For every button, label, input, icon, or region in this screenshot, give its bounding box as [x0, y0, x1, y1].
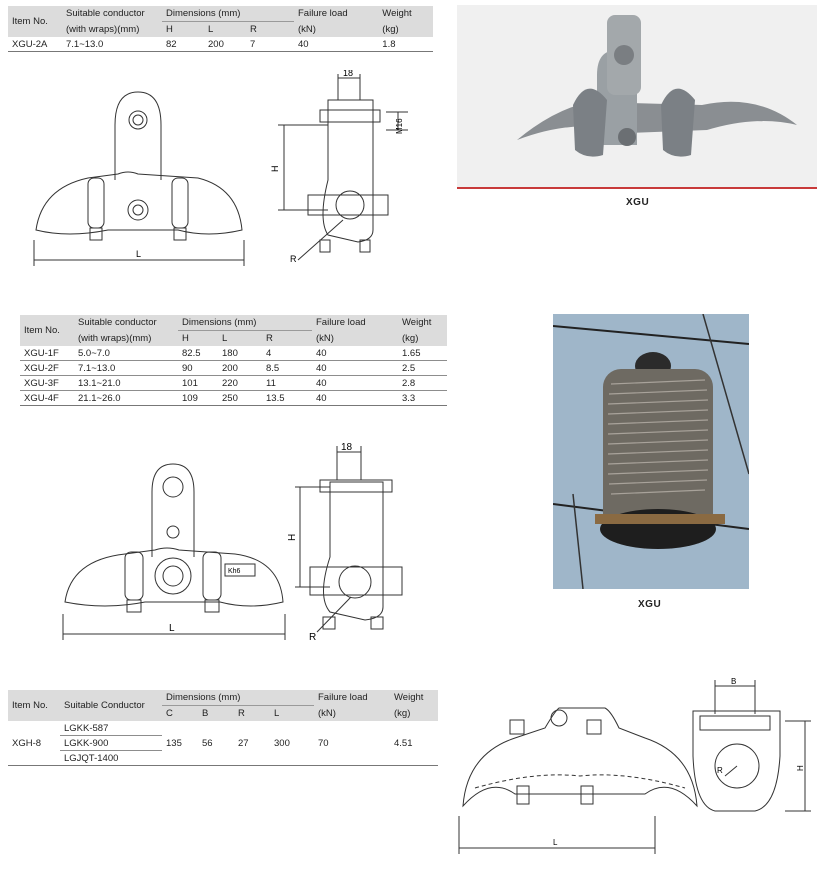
cell-conductor: 21.1~26.0 [74, 391, 178, 406]
col-failure-load-unit: (kN) [312, 331, 398, 347]
col-item-no: Item No. [20, 315, 74, 346]
cell-r: 13.5 [262, 391, 312, 406]
col-r: R [262, 331, 312, 347]
xgu-2a-technical-drawing [28, 70, 428, 280]
xgu-field-installation-photo [553, 314, 749, 589]
cell-l: 200 [204, 37, 246, 52]
cell-failure-load: 40 [294, 37, 378, 52]
cell-r: 8.5 [262, 361, 312, 376]
cell-weight: 1.8 [378, 37, 433, 52]
cell-conductor: 5.0~7.0 [74, 346, 178, 361]
dim-l-label: L [169, 623, 175, 634]
col-conductor-sub: (with wraps)(mm) [62, 22, 162, 38]
photo-caption-xgu: XGU [626, 197, 650, 208]
dim-bolt-label: M16 [395, 118, 404, 134]
cell-item: XGU-1F [20, 346, 74, 361]
clamp-side-view [693, 711, 780, 811]
col-weight-unit: (kg) [398, 331, 447, 347]
col-weight: Weight [378, 6, 433, 22]
clamp-body-front [65, 548, 283, 606]
spec-table-xgu-f-series [20, 315, 447, 406]
cell-l: 220 [218, 376, 262, 391]
col-item-no: Item No. [8, 6, 62, 37]
dim-h-label: H [796, 765, 805, 771]
cell-conductor: LGKK-900 [60, 736, 162, 751]
table-row [20, 391, 447, 406]
cell-item: XGU-2F [20, 361, 74, 376]
cell-weight: 2.5 [398, 361, 447, 376]
xgu-f-technical-drawing [55, 442, 415, 652]
cell-weight: 2.8 [398, 376, 447, 391]
dim-top-label: 18 [341, 442, 353, 453]
cell-failure-load: 70 [314, 721, 390, 766]
table-row [8, 37, 433, 52]
cell-c: 135 [162, 721, 198, 766]
cell-failure-load: 40 [312, 361, 398, 376]
col-h: H [162, 22, 204, 38]
dim-r-label: R [717, 766, 723, 775]
col-r: R [246, 22, 294, 38]
col-conductor: Suitable Conductor [60, 690, 162, 721]
spec-table-xgu-2a [8, 6, 433, 52]
clamp-body-front [463, 708, 697, 806]
photo-caption-xgu: XGU [638, 599, 662, 610]
cell-r: 27 [234, 721, 270, 766]
cell-item: XGU-3F [20, 376, 74, 391]
cell-h: 101 [178, 376, 218, 391]
col-failure-load: Failure load [312, 315, 398, 331]
cell-item: XGU-2A [8, 37, 62, 52]
cell-h: 90 [178, 361, 218, 376]
dim-b-label: B [731, 677, 737, 686]
col-conductor: Suitable conductor [62, 6, 162, 22]
col-failure-load-unit: (kN) [314, 706, 390, 722]
col-weight-unit: (kg) [378, 22, 433, 38]
col-failure-load: Failure load [294, 6, 378, 22]
dim-h-label: H [287, 533, 298, 541]
col-conductor: Suitable conductor [74, 315, 178, 331]
cell-conductor: 13.1~21.0 [74, 376, 178, 391]
col-l: L [204, 22, 246, 38]
col-failure-load: Failure load [314, 690, 390, 706]
installed-clamp-illustration [553, 314, 749, 589]
clamp-keeper [115, 92, 161, 180]
col-h: H [178, 331, 218, 347]
table-row [20, 361, 447, 376]
col-conductor-sub: (with wraps)(mm) [74, 331, 178, 347]
col-dimensions: Dimensions (mm) [162, 6, 294, 22]
table-row [8, 721, 438, 736]
cell-failure-load: 40 [312, 376, 398, 391]
plate-label: Kh6 [228, 568, 241, 575]
xgh-8-technical-drawing [455, 676, 815, 861]
col-dimensions: Dimensions (mm) [178, 315, 312, 331]
table-row [20, 346, 447, 361]
top-pin [551, 710, 567, 726]
cell-r: 11 [262, 376, 312, 391]
cell-l: 200 [218, 361, 262, 376]
col-dimensions: Dimensions (mm) [162, 690, 314, 706]
cell-failure-load: 40 [312, 346, 398, 361]
cell-h: 109 [178, 391, 218, 406]
clamp-side-view [324, 482, 384, 620]
col-item-no: Item No. [8, 690, 60, 721]
cell-l: 300 [270, 721, 314, 766]
cell-item: XGH-8 [8, 721, 60, 766]
cell-item: XGU-4F [20, 391, 74, 406]
suspension-clamp-illustration [457, 5, 817, 187]
cell-weight: 1.65 [398, 346, 447, 361]
cell-r: 4 [262, 346, 312, 361]
dim-l-label: L [136, 249, 142, 259]
col-l: L [218, 331, 262, 347]
cell-failure-load: 40 [312, 391, 398, 406]
bottom-nut [128, 200, 148, 220]
dim-r-label: R [309, 632, 317, 643]
dim-l-label: L [553, 838, 558, 847]
clamp-body-front [36, 172, 242, 234]
table-row [20, 376, 447, 391]
clamp-keeper [152, 464, 194, 557]
dim-r-label: R [290, 254, 297, 264]
dim-top-label: 18 [343, 70, 354, 78]
cell-weight: 3.3 [398, 391, 447, 406]
cell-weight: 4.51 [390, 721, 438, 766]
col-failure-load-unit: (kN) [294, 22, 378, 38]
top-nut [163, 477, 183, 497]
col-r: R [234, 706, 270, 722]
col-weight-unit: (kg) [390, 706, 438, 722]
cell-h: 82.5 [178, 346, 218, 361]
col-weight: Weight [398, 315, 447, 331]
cell-conductor: 7.1~13.0 [62, 37, 162, 52]
spec-table-xgh-8 [8, 690, 438, 766]
gear-dial [155, 558, 191, 594]
cell-b: 56 [198, 721, 234, 766]
cell-h: 82 [162, 37, 204, 52]
xgu-product-photo [457, 5, 817, 189]
cell-r: 7 [246, 37, 294, 52]
top-nut [129, 111, 147, 129]
cell-l: 180 [218, 346, 262, 361]
cell-conductor: LGKK-587 [60, 721, 162, 736]
col-c: C [162, 706, 198, 722]
u-bolt-left [88, 178, 104, 228]
cell-conductor: 7.1~13.0 [74, 361, 178, 376]
col-l: L [270, 706, 314, 722]
cell-l: 250 [218, 391, 262, 406]
dim-h-label: H [270, 165, 280, 172]
cell-conductor: LGJQT-1400 [60, 751, 162, 766]
clamp-side-view [323, 100, 373, 242]
col-b: B [198, 706, 234, 722]
col-weight: Weight [390, 690, 438, 706]
u-bolt-right [172, 178, 188, 228]
